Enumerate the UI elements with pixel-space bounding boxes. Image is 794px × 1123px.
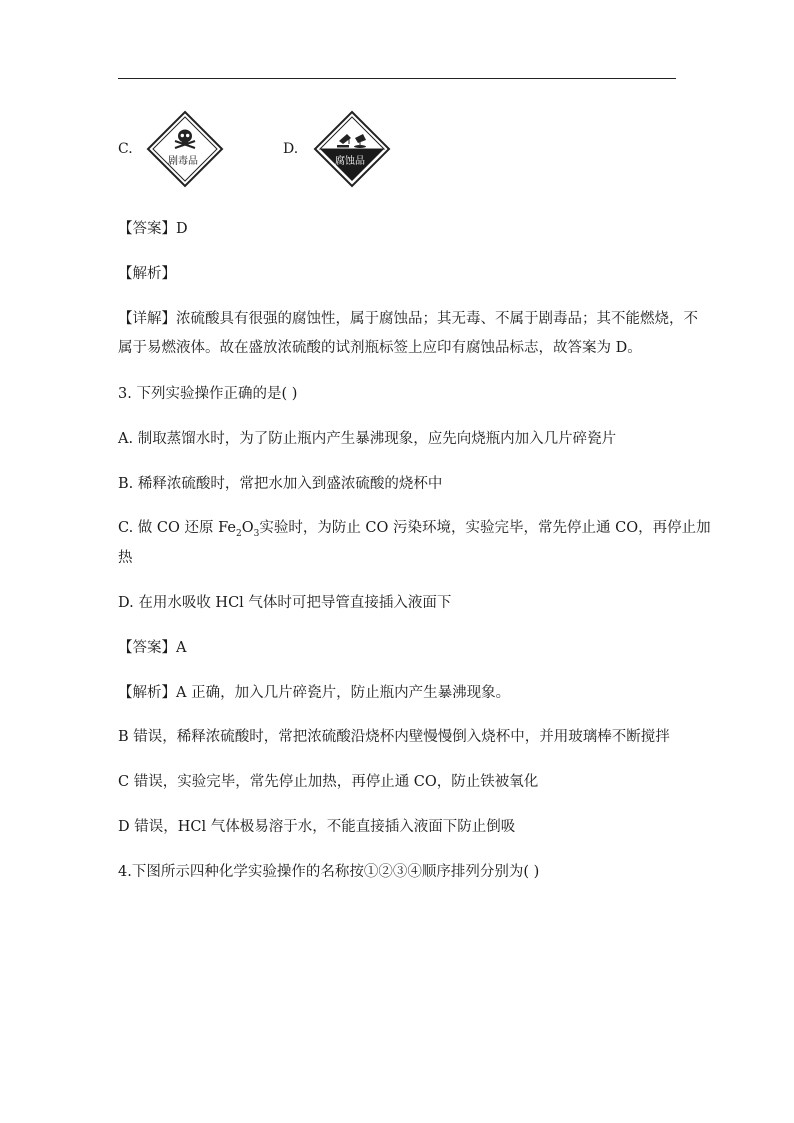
corrosive-hazard-sign <box>313 110 391 188</box>
q3-option-c <box>118 518 711 544</box>
q3-option-c-part1: C. 做 CO 还原 Fe <box>118 520 236 536</box>
q3-option-a: A. 制取蒸馏水时，为了防止瓶内产生暴沸现象，应先向烧瓶内加入几片碎瓷片 <box>118 431 617 447</box>
q3-explanation-c: C 错误，实验完毕，常先停止加热，再停止通 CO，防止铁被氧化 <box>118 774 539 790</box>
q3-option-c-part2: O <box>241 520 254 536</box>
option-d-label: D. <box>283 141 299 157</box>
q3-explanation-b: B 错误，稀释浓硫酸时，常把浓硫酸沿烧杯内壁慢慢倒入烧杯中，并用玻璃棒不断搅拌 <box>118 729 670 745</box>
q3-option-b: B. 稀释浓硫酸时，常把水加入到盛浓硫酸的烧杯中 <box>118 476 443 492</box>
q3-option-c-sub1: 2 <box>235 528 242 539</box>
q3-option-d: D. 在用水吸收 HCl 气体时可把导管直接插入液面下 <box>118 595 452 611</box>
header-rule <box>118 78 676 79</box>
q3-option-c-part3: 实验时，为防止 CO 污染环境，实验完毕，常先停止通 CO，再停止加 <box>259 520 711 536</box>
toxic-sign-text: 剧毒品 <box>168 156 198 167</box>
option-c-label: C. <box>118 141 133 157</box>
q2-detail-line-1: 【详解】浓硫酸具有很强的腐蚀性，属于腐蚀品；其无毒、不属于剧毒品；其不能燃烧，不 <box>118 311 698 327</box>
q3-answer: 【答案】A <box>118 640 187 656</box>
toxic-hazard-sign <box>146 110 224 188</box>
q2-detail-line-2: 属于易燃液体。故在盛放浓硫酸的试剂瓶标签上应印有腐蚀品标志，故答案为 D。 <box>118 340 642 356</box>
q3-explanation-a: 【解析】A 正确，加入几片碎瓷片，防止瓶内产生暴沸现象。 <box>118 685 511 701</box>
corrosive-sign-text: 腐蚀品 <box>335 156 365 167</box>
q3-option-c-sub2: 3 <box>253 528 260 539</box>
q3-explanation-d: D 错误，HCl 气体极易溶于水，不能直接插入液面下防止倒吸 <box>118 819 516 835</box>
q3-option-c-line-2: 热 <box>118 550 133 566</box>
q2-answer: 【答案】D <box>118 221 188 237</box>
q3-stem: 3. 下列实验操作正确的是( ) <box>118 386 298 402</box>
q2-analysis-heading: 【解析】 <box>118 266 176 282</box>
q4-stem: 4.下图所示四种化学实验操作的名称按①②③④顺序排列分别为( ) <box>118 864 540 880</box>
